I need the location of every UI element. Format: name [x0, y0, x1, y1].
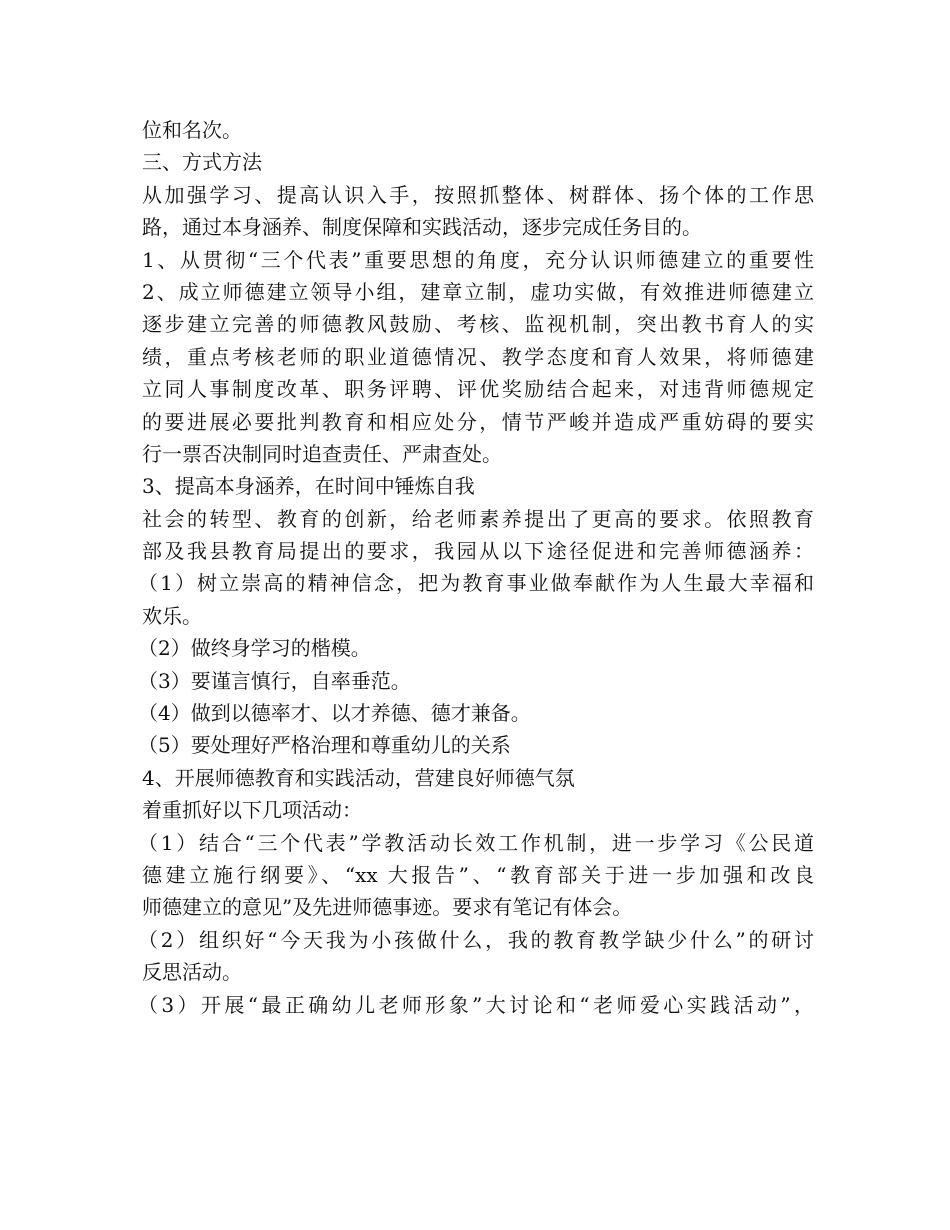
text-line: （1）结合“三个代表”学教活动长效工作机制，进一步学习《公民道: [138, 830, 814, 855]
text-line: 欢乐。: [142, 603, 202, 628]
text-line: 位和名次。: [142, 118, 242, 142]
text-line: 反思活动。: [142, 960, 242, 985]
text-line: 行一票否决制同时追查责任、严肃查处。: [142, 441, 502, 466]
text-line: （2）组织好“今天我为小孩做什么，我的教育教学缺少什么”的研讨: [138, 927, 814, 952]
text-line: （3）开展“最正确幼儿老师形象”大讨论和“老师爱心实践活动”，: [138, 992, 814, 1017]
text-line: （5）要处理好严格治理和尊重幼儿的关系: [138, 733, 511, 758]
text-line: （1）树立崇高的精神信念，把为教育事业做奉献作为人生最大幸福和: [138, 571, 814, 596]
text-line: 逐步建立完善的师德教风鼓励、考核、监视机制，突出教书育人的实: [142, 312, 814, 337]
text-line: 的要进展必要批判教育和相应处分，情节严峻并造成严重妨碍的要实: [142, 409, 814, 434]
text-line: 社会的转型、教育的创新，给老师素养提出了更高的要求。依照教育: [142, 506, 814, 531]
text-line: （3）要谨言慎行，自率垂范。: [138, 668, 411, 693]
text-line: 着重抓好以下几项活动：: [142, 798, 362, 823]
text-line: 三、方式方法: [142, 150, 262, 175]
text-line: 4、开展师德教育和实践活动，营建良好师德气氛: [142, 765, 575, 790]
text-line: 3、提高本身涵养，在时间中锤炼自我: [142, 474, 475, 499]
document-body: [138, 114, 814, 1021]
text-line: 部及我县教育局提出的要求，我园从以下途径促进和完善师德涵养：: [142, 539, 814, 564]
text-line: （4）做到以德率才、以才养德、德才兼备。: [138, 701, 531, 726]
text-line: 德建立施行纲要》、“xx 大报告”、“教育部关于进一步加强和改良: [142, 862, 814, 887]
text-line: 路，通过本身涵养、制度保障和实践活动，逐步完成任务目的。: [142, 215, 702, 240]
text-line: 师德建立的意见”及先进师德事迹。要求有笔记有体会。: [142, 895, 633, 920]
text-line: 2、成立师德建立领导小组，建章立制，虚功实做，有效推进师德建立: [142, 279, 814, 304]
text-line: 立同人事制度改革、职务评聘、评优奖励结合起来，对违背师德规定: [142, 377, 814, 402]
text-line: （2）做终身学习的楷模。: [138, 636, 371, 661]
text-line: 1、从贯彻“三个代表”重要思想的角度，充分认识师德建立的重要性: [142, 247, 814, 272]
text-line: 绩，重点考核老师的职业道德情况、教学态度和育人效果，将师德建: [142, 344, 814, 369]
text-line: 从加强学习、提高认识入手，按照抓整体、树群体、扬个体的工作思: [142, 182, 814, 207]
